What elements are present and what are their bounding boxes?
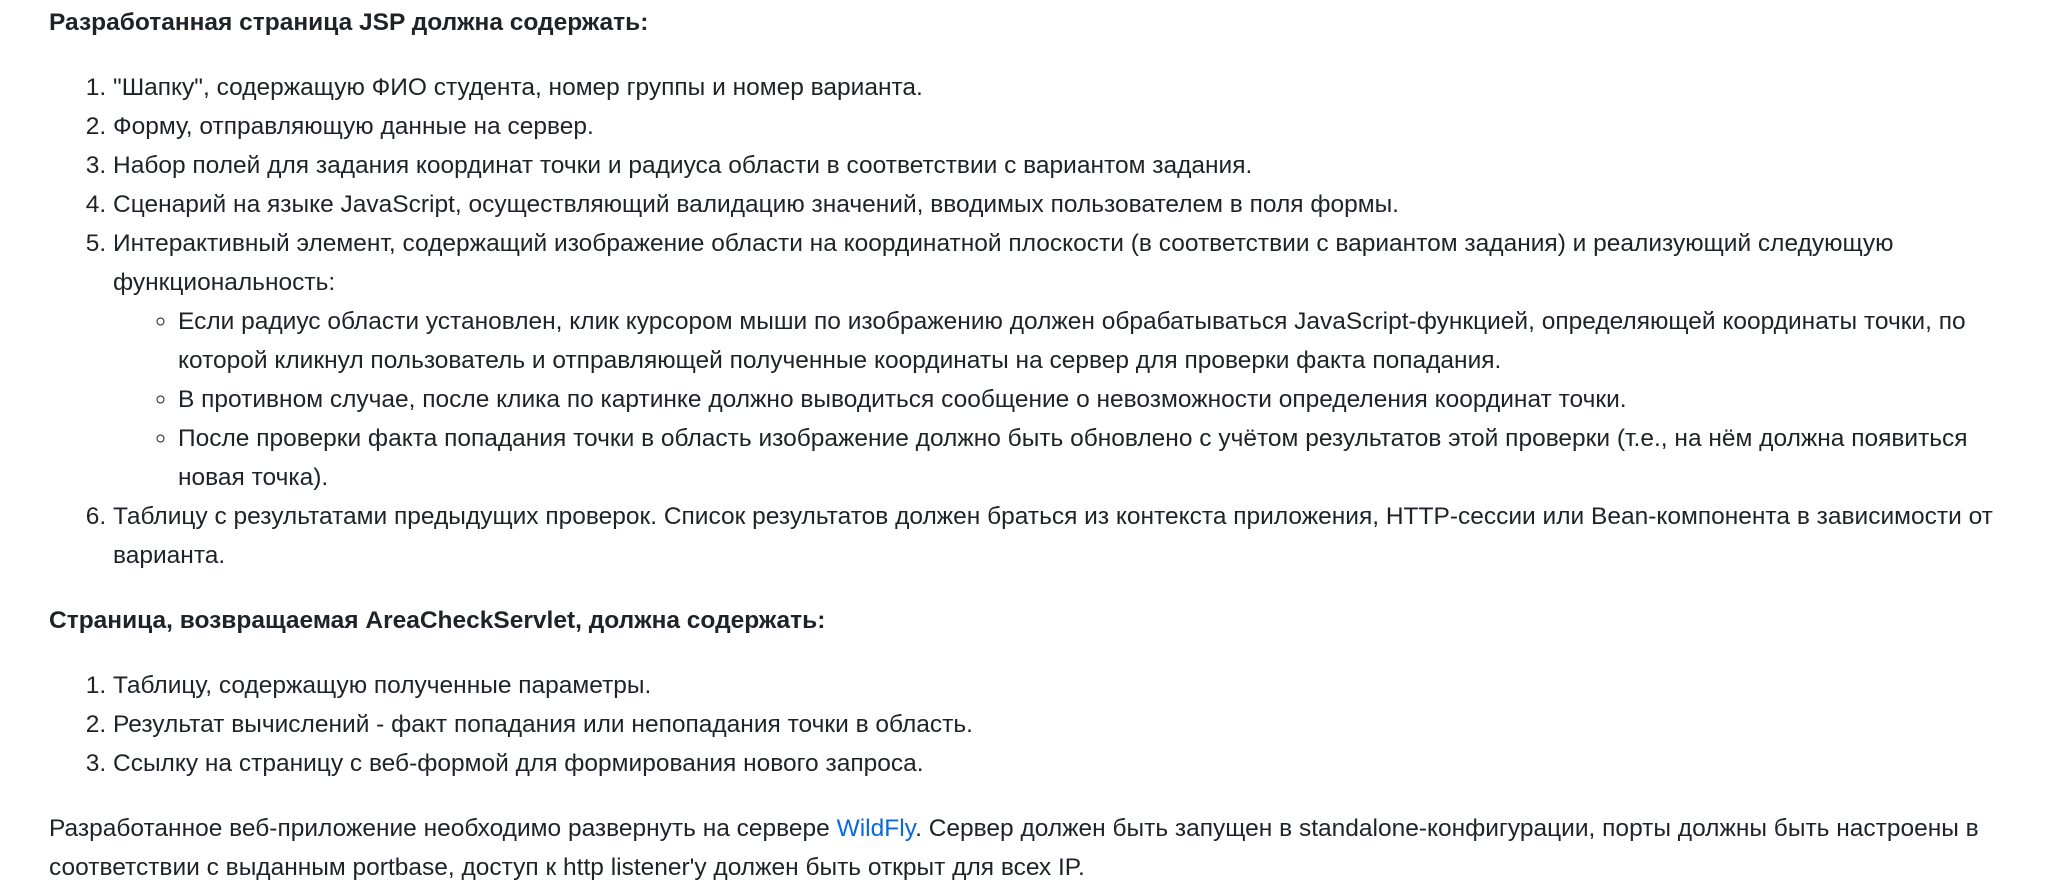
- list-item-text: Ссылку на страницу с веб-формой для формирования нового запроса.: [113, 750, 924, 777]
- wildfly-link[interactable]: WildFly: [836, 815, 916, 842]
- sublist-item-text: В противном случае, после клика по картинке должно выводиться сообщение о невозможности определения координат точки.: [178, 386, 1627, 413]
- list-item-text: "Шапку", содержащую ФИО студента, номер группы и номер варианта.: [113, 74, 923, 101]
- paragraph-text-end: . Сервер должен быть запущен в standalone-конфигурации, порты должны быть настроены в соответствии с выданным portbase, доступ к http listener'y должен быть открыт для всех IP.: [49, 815, 1979, 881]
- list-item: [113, 224, 2009, 497]
- jsp-requirements-heading: Разработанная страница JSP должна содержать:: [49, 9, 649, 36]
- list-item-text: Таблицу, содержащую полученные параметры.: [113, 672, 652, 699]
- sublist-item-text: Если радиус области установлен, клик курсором мыши по изображению должен обрабатываться JavaScript-функцией, определяющей координаты точки, по которой кликнул пользователь и отправляющей полученные координаты на сервер для проверки факта попадания.: [178, 308, 1966, 374]
- deployment-paragraph: [49, 809, 2009, 887]
- sublist-item: [178, 302, 2009, 380]
- list-item: [113, 705, 2009, 744]
- list-item-text: Результат вычислений - факт попадания или непопадания точки в область.: [113, 711, 973, 738]
- sublist-item: [178, 419, 2009, 497]
- list-item-text: Сценарий на языке JavaScript, осуществляющий валидацию значений, вводимых пользователем в поля формы.: [113, 191, 1399, 218]
- list-item-text: Интерактивный элемент, содержащий изображение области на координатной плоскости (в соответствии с вариантом задания) и реализующий следующую функциональность:: [113, 230, 1894, 296]
- paragraph-text-start: Разработанное веб-приложение необходимо развернуть на сервере: [49, 815, 837, 842]
- list-item: [113, 107, 2009, 146]
- list-item-text: Таблицу с результатами предыдущих проверок. Список результатов должен браться из контекста приложения, HTTP-сессии или Bean-компонента в зависимости от варианта.: [113, 503, 1993, 569]
- list-item: [113, 666, 2009, 705]
- jsp-requirements-list: [49, 68, 2009, 575]
- list-item-text: Форму, отправляющую данные на сервер.: [113, 113, 594, 140]
- list-item: [113, 185, 2009, 224]
- sublist-item: [178, 380, 2009, 419]
- list-item: [113, 146, 2009, 185]
- list-item: [113, 744, 2009, 783]
- servlet-requirements-list: [49, 666, 2009, 783]
- sublist-item-text: После проверки факта попадания точки в область изображение должно быть обновлено с учётом результатов этой проверки (т.е., на нём должна появиться новая точка).: [178, 425, 1968, 491]
- list-item: [113, 497, 2009, 575]
- interactive-element-sublist: [113, 302, 2009, 497]
- list-item: [113, 68, 2009, 107]
- list-item-text: Набор полей для задания координат точки и радиуса области в соответствии с вариантом задания.: [113, 152, 1253, 179]
- servlet-requirements-heading: Страница, возвращаемая AreaCheckServlet, должна содержать:: [49, 607, 826, 634]
